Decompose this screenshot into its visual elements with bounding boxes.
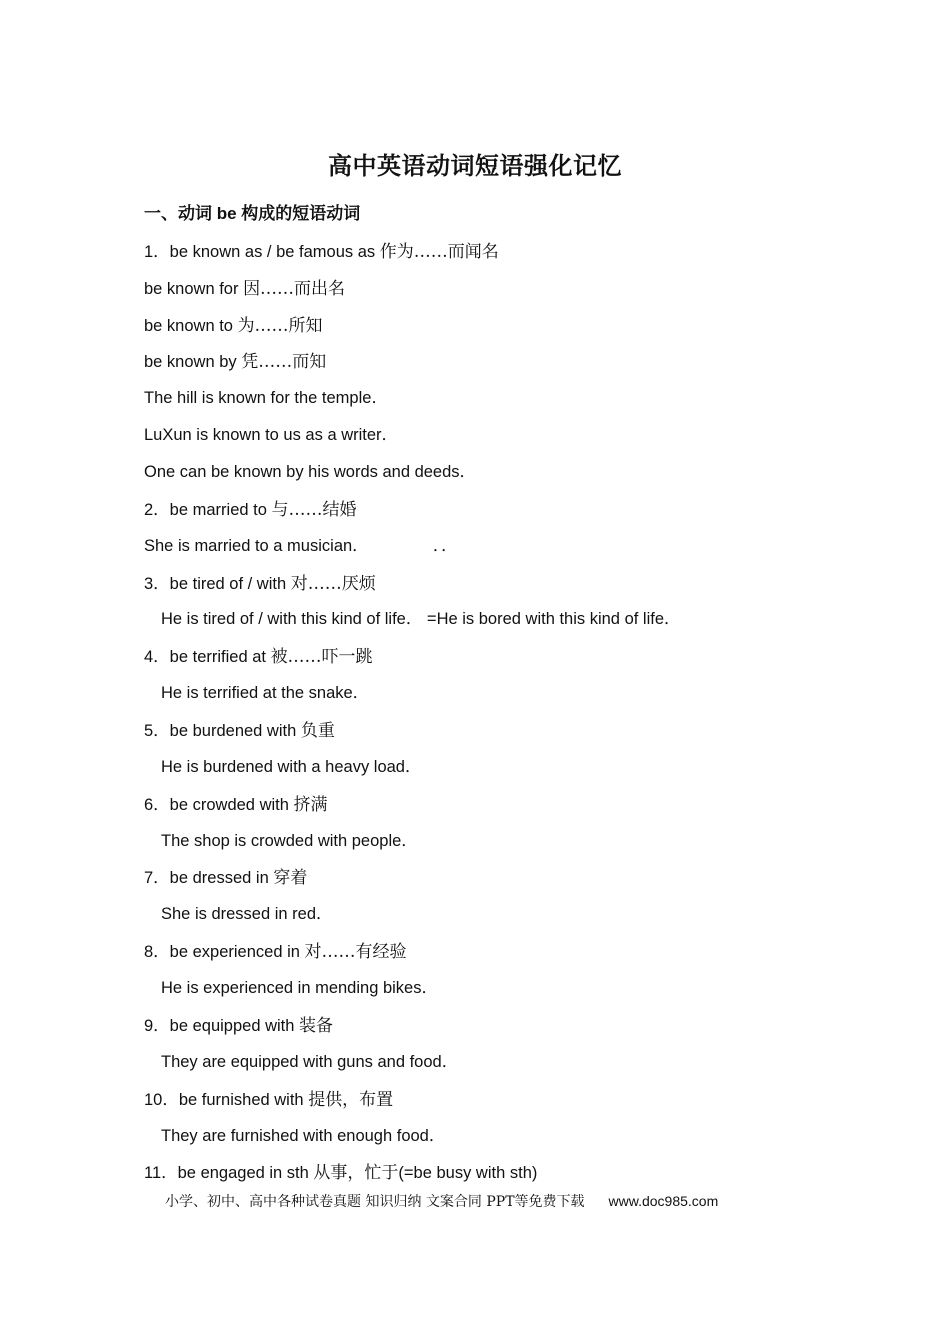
line-en: She is dressed in red． (161, 905, 333, 923)
line-en: 11．be engaged in sth (144, 1164, 314, 1182)
page-title: 高中英语动词短语强化记忆 (328, 151, 622, 180)
line-cn: 被……吓一跳 (270, 647, 373, 667)
line-en: The shop is crowded with people． (161, 832, 418, 850)
line-cn: 因……而出名 (243, 279, 346, 299)
phrase-line (144, 569, 376, 594)
line-en: 9．be equipped with (144, 1017, 300, 1035)
example-line (144, 458, 476, 482)
line-cn: 穿着 (273, 868, 308, 888)
phrase-line (144, 716, 335, 741)
line-cn: 作为……而闻名 (379, 242, 499, 262)
line-en: 2．be married to (144, 501, 272, 519)
line-en: They are equipped with guns and food． (161, 1053, 459, 1071)
line-en: 3．be tired of / with (144, 575, 291, 593)
phrase-line (144, 790, 328, 815)
line-en: They are furnished with enough food． (161, 1127, 446, 1145)
line-cn: 挤满 (293, 795, 328, 815)
example-line (161, 827, 418, 851)
line-cn: 从事，忙于 (313, 1163, 399, 1183)
footer-text: 小学、初中、高中各种试卷真题 知识归纳 文案合同 PPT等免费下载 (165, 1194, 585, 1210)
line-cn: 装备 (299, 1016, 334, 1036)
line-en: 5．be burdened with (144, 722, 301, 740)
line-en: 10．be furnished with (144, 1091, 309, 1109)
line-cn: 负重 (300, 721, 335, 741)
line-cn: 凭……而知 (241, 352, 327, 372)
line-en: He is terrified at the snake． (161, 684, 370, 702)
phrase-line (144, 937, 407, 962)
phrase-line (144, 274, 345, 299)
example-line (161, 1122, 445, 1146)
example-line (161, 605, 681, 629)
line-cn: 对……有经验 (304, 942, 407, 962)
line-cn: 与……结婚 (271, 500, 357, 520)
line-en: The hill is known for the temple． (144, 389, 388, 407)
example-line (161, 974, 438, 998)
line-cn: 提供，布置 (308, 1090, 394, 1110)
phrase-line (144, 347, 326, 372)
line-en: 1．be known as / be famous as (144, 243, 380, 261)
example-line (161, 1048, 458, 1072)
example-line (161, 753, 422, 777)
line-cn: 对……厌烦 (290, 574, 376, 594)
phrase-line (144, 1085, 393, 1110)
footer-site-link[interactable]: www.doc985.com (608, 1193, 719, 1209)
phrase-line (144, 1011, 333, 1036)
phrase-line (144, 237, 499, 262)
example-line (161, 679, 369, 703)
line-en: She is married to a musician． ．． (144, 537, 458, 555)
example-line (161, 900, 333, 924)
line-en: be known by (144, 353, 242, 371)
line-en: He is tired of / with this kind of life． =He is bored with this kind of life． (161, 610, 681, 628)
phrase-line (144, 642, 373, 667)
line-en: be known to (144, 317, 238, 335)
example-line (144, 421, 398, 445)
line-en: 7．be dressed in (144, 869, 274, 887)
line-en: LuXun is known to us as a writer． (144, 426, 399, 444)
line-en: He is experienced in mending bikes． (161, 979, 438, 997)
line-en: 6．be crowded with (144, 796, 294, 814)
line-cn: 为……所知 (237, 316, 323, 336)
example-line (144, 384, 388, 408)
line-en: 4．be terrified at (144, 648, 271, 666)
line-en: He is burdened with a heavy load． (161, 758, 422, 776)
line-en: 8．be experienced in (144, 943, 305, 961)
example-line (144, 532, 458, 556)
line-en-tail: (=be busy with sth) (398, 1164, 538, 1182)
section-heading: 一、动词 be 构成的短语动词 (144, 204, 361, 223)
line-en: be known for (144, 280, 244, 298)
page-footer (165, 1191, 718, 1211)
phrase-line (144, 863, 307, 888)
phrase-line (144, 311, 323, 336)
line-en: One can be known by his words and deeds． (144, 463, 477, 481)
phrase-line (144, 1158, 537, 1183)
phrase-line (144, 495, 356, 520)
